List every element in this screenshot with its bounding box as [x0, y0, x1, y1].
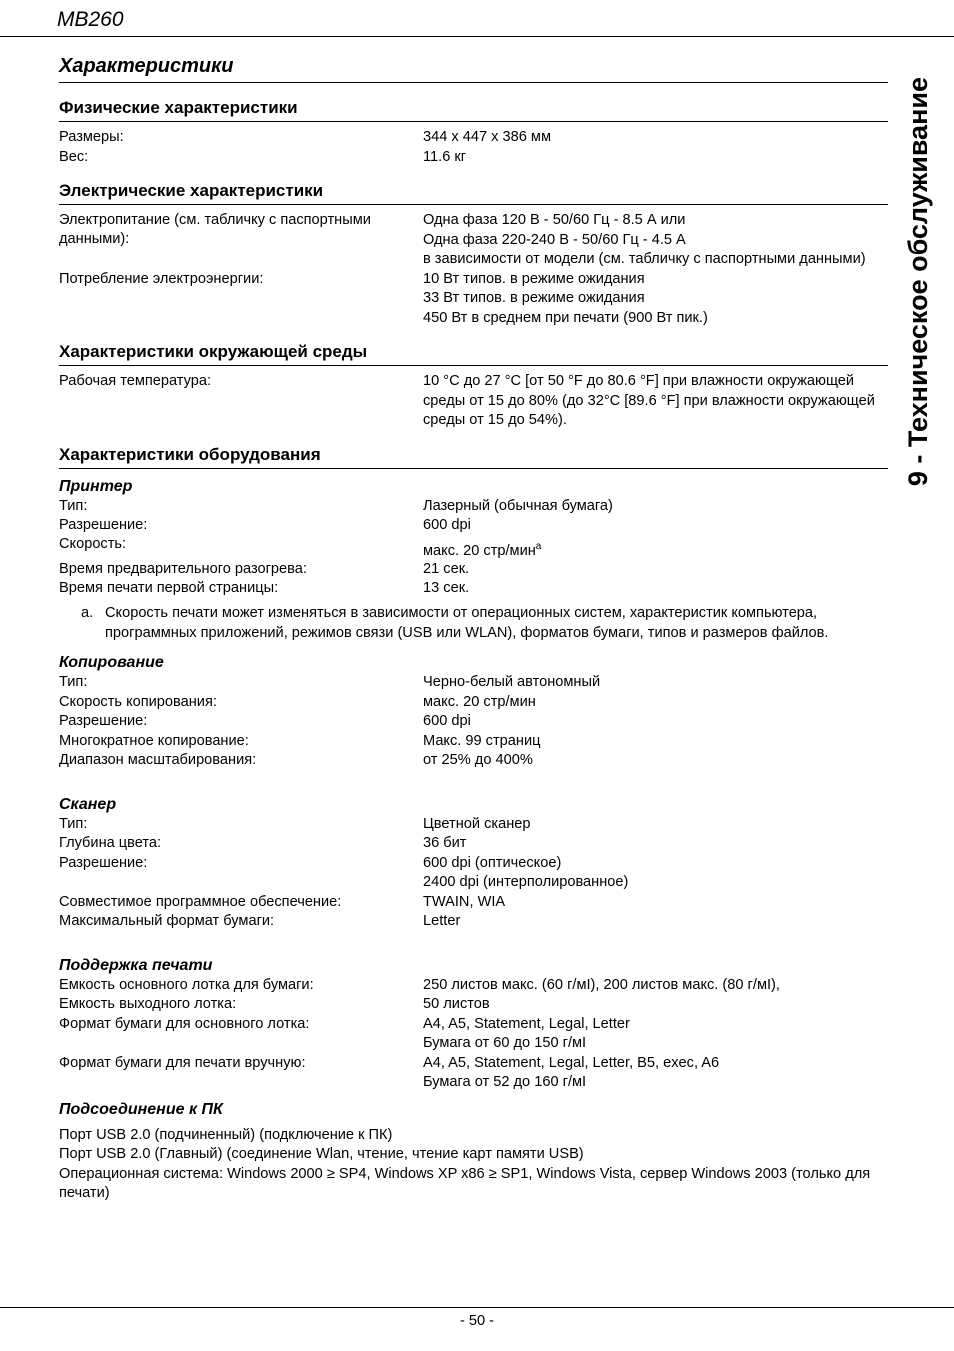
spec-key: Формат бумаги для печати вручную: — [59, 1054, 306, 1071]
spec-value — [423, 893, 888, 913]
section-equipment — [59, 445, 888, 1204]
spec-key: Вес: — [59, 148, 89, 165]
spec-value — [423, 535, 888, 561]
spec-row — [59, 751, 888, 771]
section-electrical — [59, 181, 888, 328]
spec-row — [59, 516, 888, 535]
spec-key: Тип: — [59, 674, 88, 691]
spec-value — [423, 1015, 888, 1054]
copy-rows — [59, 673, 888, 771]
environment-rows — [59, 372, 888, 431]
spec-key: Потребление электроэнергии: — [59, 270, 264, 287]
spec-value-line: Цветной сканер — [423, 815, 531, 832]
spec-value — [423, 211, 888, 270]
spec-value-line: 50 листов — [423, 996, 490, 1013]
spec-row — [59, 1054, 888, 1093]
spec-value — [423, 148, 888, 168]
spec-value — [423, 579, 888, 598]
spec-value — [423, 912, 888, 932]
spec-key: Формат бумаги для основного лотка: — [59, 1015, 310, 1032]
electrical-rows — [59, 211, 888, 328]
spec-value — [423, 693, 888, 713]
chapter-side-tab — [892, 62, 944, 502]
spec-row — [59, 535, 888, 561]
spec-key: Электропитание (см. табличку с паспортными данными): — [59, 212, 371, 247]
spec-key: Емкость основного лотка для бумаги: — [59, 976, 314, 993]
spec-value — [423, 732, 888, 752]
spec-row — [59, 693, 888, 713]
spec-value-line: Letter — [423, 913, 461, 930]
section-title-electrical: Электрические характеристики — [59, 181, 888, 205]
spec-value-line: 250 листов макс. (60 г/мI), 200 листов макс. (80 г/мI), — [423, 976, 780, 993]
spec-value-text: 21 сек. — [423, 561, 470, 578]
spec-value-line: 33 Вт типов. в режиме ожидания — [423, 290, 645, 306]
printer-rows — [59, 497, 888, 599]
spec-row — [59, 815, 888, 835]
section-title-physical: Физические характеристики — [59, 98, 888, 122]
spec-row — [59, 497, 888, 516]
spec-value — [423, 270, 888, 329]
spec-key: Время предварительного разогрева: — [59, 561, 307, 578]
section-physical — [59, 98, 888, 167]
spec-key: Многократное копирование: — [59, 732, 249, 749]
spec-row — [59, 854, 888, 893]
subhead-printer: Принтер — [59, 477, 133, 495]
spec-key: Емкость выходного лотка: — [59, 996, 237, 1013]
spec-value — [423, 560, 888, 579]
spec-value-line: от 25% до 400% — [423, 752, 533, 769]
spec-value — [423, 128, 888, 148]
header-model: MB260 — [57, 8, 124, 31]
spec-key: Скорость: — [59, 535, 127, 552]
page-title: Характеристики — [59, 55, 888, 83]
spec-value-line: 10 °C до 27 °C [от 50 °F до 80.6 °F] при влажности окружающей среды от 15 до 80% (до 32°C [89.6 °F] при влажности окружающей среды от 15 до 54%). — [423, 373, 875, 428]
spec-value-line: 344 x 447 x 386 мм — [423, 129, 551, 145]
spec-key: Скорость копирования: — [59, 693, 217, 710]
spec-value-line: 36 бит — [423, 835, 467, 852]
spec-value-line: A4, A5, Statement, Legal, Letter, B5, exec, A6 — [423, 1054, 720, 1071]
spec-value-line: 11.6 кг — [423, 148, 467, 165]
spec-value — [423, 976, 888, 996]
spec-value-line: Бумага от 52 до 160 г/мI — [423, 1074, 587, 1091]
spec-row — [59, 834, 888, 854]
spec-row — [59, 976, 888, 996]
spec-value-line: 10 Вт типов. в режиме ожидания — [423, 270, 645, 287]
spec-row — [59, 579, 888, 598]
subhead-print-support: Поддержка печати — [59, 956, 213, 974]
spec-key: Время печати первой страницы: — [59, 580, 279, 597]
spec-key: Максимальный формат бумаги: — [59, 913, 275, 930]
header-divider — [0, 36, 954, 37]
spec-value — [423, 673, 888, 693]
subhead-pc: Подсоединение к ПК — [59, 1100, 223, 1118]
spec-value — [423, 1054, 888, 1093]
spec-value-text: 600 dpi — [423, 516, 471, 533]
spec-row — [59, 732, 888, 752]
section-title-equipment: Характеристики оборудования — [59, 445, 888, 469]
spec-value-text: 13 сек. — [423, 580, 470, 597]
spec-key: Глубина цвета: — [59, 835, 162, 852]
pc-lines — [59, 1126, 888, 1204]
spec-value-line: Одна фаза 220-240 В - 50/60 Гц - 4.5 А — [423, 231, 686, 248]
subhead-copy: Копирование — [59, 654, 164, 672]
footnote — [81, 604, 888, 643]
spec-value-text: макс. 20 стр/мин — [423, 542, 536, 559]
section-environment — [59, 342, 888, 431]
spec-row — [59, 128, 888, 148]
footnote-ref: a — [535, 540, 542, 552]
footnote-text: Скорость печати может изменяться в зависимости от операционных систем, характеристик компьютера, программных приложений, режимов связи (USB или WLAN), форматов бумаги, типов и размеров файлов. — [105, 605, 829, 641]
spec-key: Тип: — [59, 497, 88, 514]
spec-value — [423, 372, 888, 431]
page-number: - 50 - — [459, 1313, 495, 1329]
pc-line: Порт USB 2.0 (подчиненный) (подключение к ПК) — [59, 1126, 393, 1143]
page-content — [59, 55, 888, 1218]
spec-value-line: TWAIN, WIA — [423, 893, 506, 910]
spec-row — [59, 712, 888, 732]
spec-value — [423, 497, 888, 516]
spec-value — [423, 516, 888, 535]
spec-key: Размеры: — [59, 129, 124, 145]
spec-value-line: макс. 20 стр/мин — [423, 693, 536, 710]
spec-value — [423, 854, 888, 893]
spec-key: Разрешение: — [59, 516, 148, 533]
spec-row — [59, 211, 888, 270]
spec-value-line: Макс. 99 страниц — [423, 732, 541, 749]
spec-value-line: 600 dpi (оптическое) — [423, 854, 562, 871]
spec-value-line: 600 dpi — [423, 713, 471, 730]
spec-value-line: Бумага от 60 до 150 г/мI — [423, 1035, 587, 1052]
scanner-rows — [59, 815, 888, 932]
footnote-mark: a. — [81, 605, 94, 622]
print-support-rows — [59, 976, 888, 1093]
spec-value — [423, 834, 888, 854]
spec-key: Разрешение: — [59, 854, 148, 871]
spec-value-line: Одна фаза 120 В - 50/60 Гц - 8.5 А или — [423, 212, 686, 228]
spec-value-line: A4, A5, Statement, Legal, Letter — [423, 1015, 630, 1032]
spec-row — [59, 1015, 888, 1054]
subhead-scanner: Сканер — [59, 795, 117, 813]
spec-row — [59, 372, 888, 431]
spec-value — [423, 995, 888, 1015]
spec-value — [423, 751, 888, 771]
spec-key: Тип: — [59, 815, 88, 832]
section-title-environment: Характеристики окружающей среды — [59, 342, 888, 366]
chapter-side-tab-label: 9 - Техническое обслуживание — [902, 77, 933, 487]
spec-row — [59, 995, 888, 1015]
spec-value-line: в зависимости от модели (см. табличку с паспортными данными) — [423, 251, 866, 267]
spec-value-line: 2400 dpi (интерполированное) — [423, 874, 629, 891]
pc-line: Порт USB 2.0 (Главный) (соединение Wlan, чтение, чтение карт памяти USB) — [59, 1146, 584, 1163]
spec-value-text: Лазерный (обычная бумага) — [423, 497, 613, 514]
spec-key: Совместимое программное обеспечение: — [59, 893, 342, 910]
spec-key: Разрешение: — [59, 713, 148, 730]
spec-value — [423, 815, 888, 835]
spec-row — [59, 893, 888, 913]
spec-row — [59, 270, 888, 329]
spec-value-line: 450 Вт в среднем при печати (900 Вт пик.) — [423, 309, 708, 326]
spec-row — [59, 912, 888, 932]
footer-divider — [0, 1307, 954, 1308]
spec-row — [59, 673, 888, 693]
spec-row — [59, 560, 888, 579]
spec-value — [423, 712, 888, 732]
spec-row — [59, 148, 888, 168]
pc-line: Операционная система: Windows 2000 ≥ SP4, Windows XP x86 ≥ SP1, Windows Vista, сервер Windows 2003 (только для печати) — [59, 1165, 871, 1202]
physical-rows — [59, 128, 888, 167]
spec-key: Диапазон масштабирования: — [59, 752, 257, 769]
spec-key: Рабочая температура: — [59, 373, 212, 389]
spec-value-line: Черно-белый автономный — [423, 674, 601, 691]
